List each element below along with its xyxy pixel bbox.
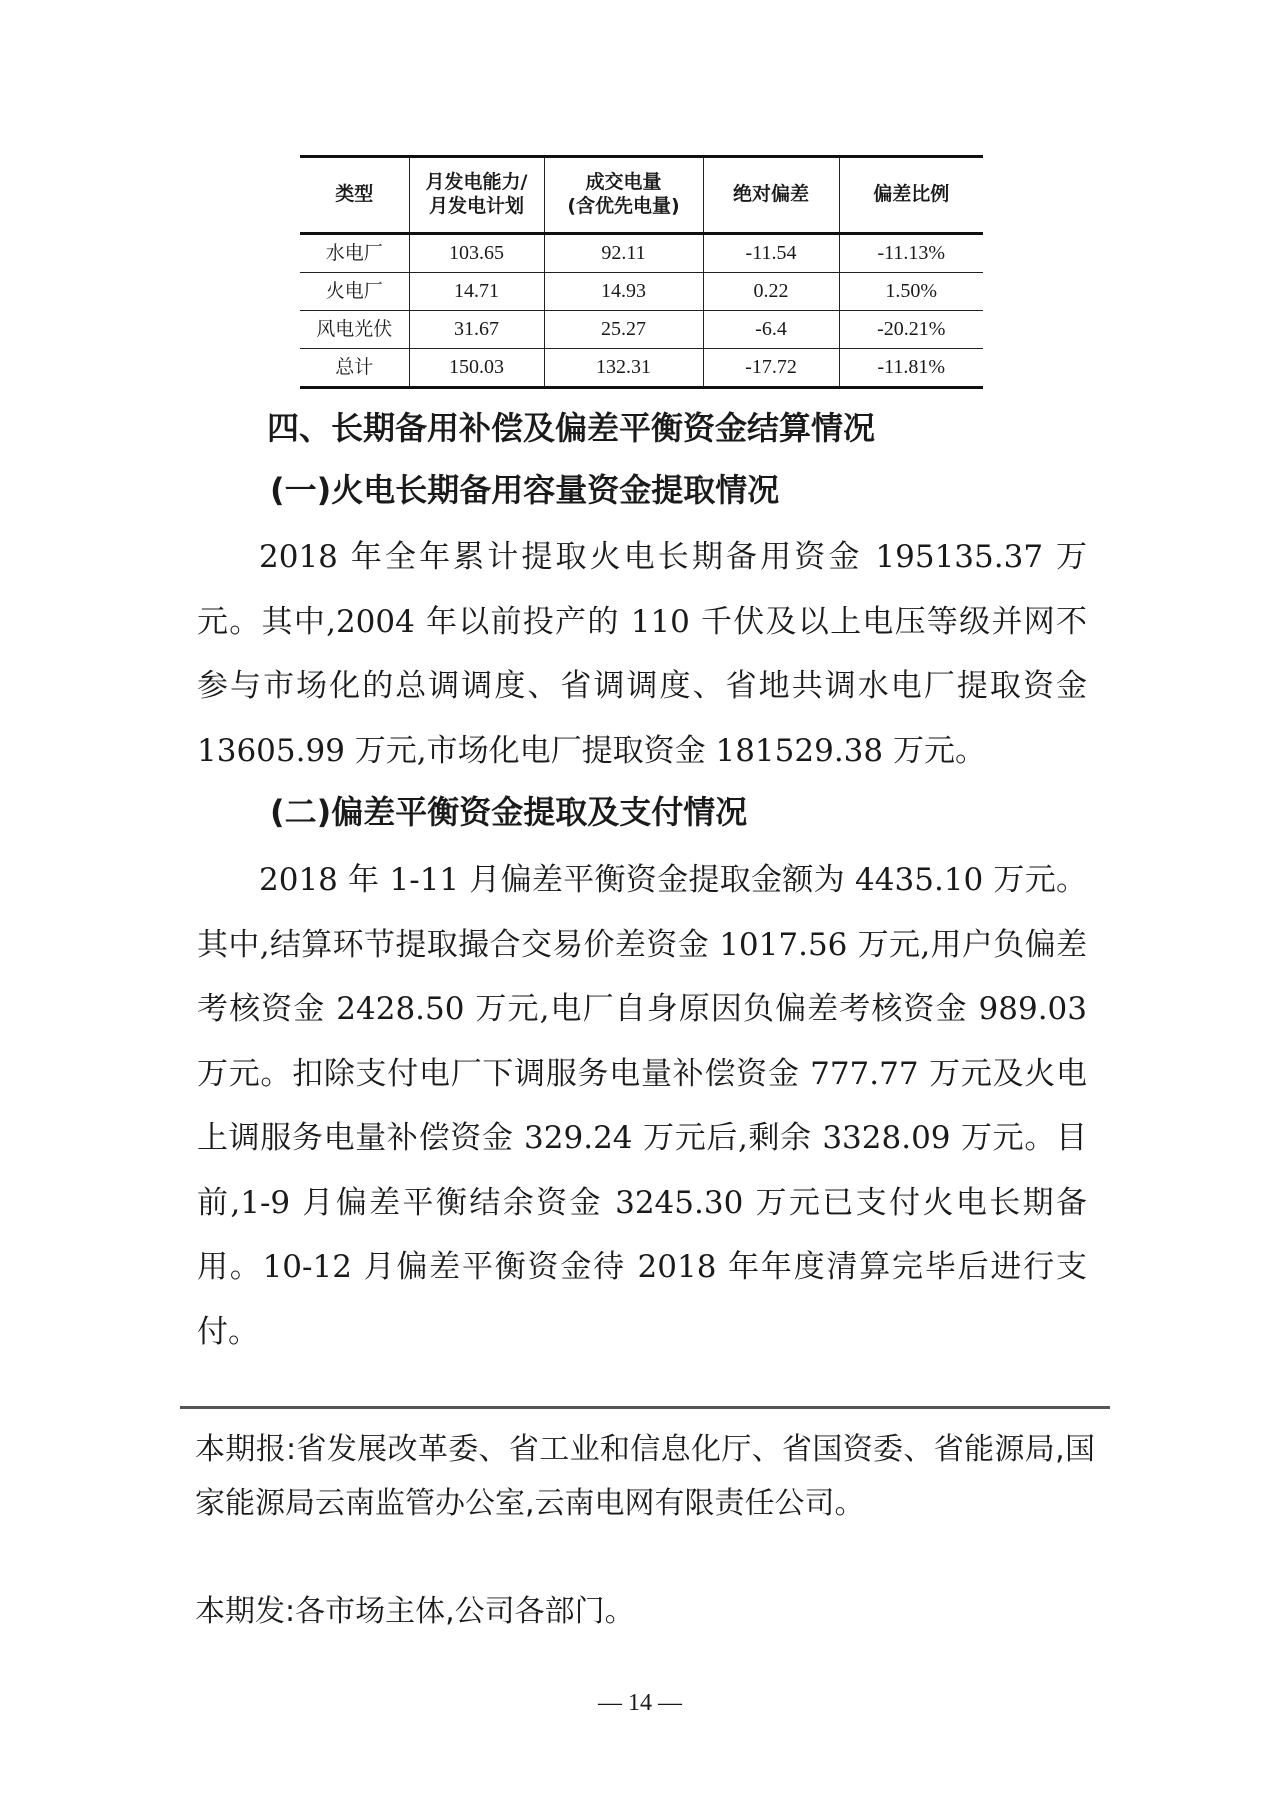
header-abs-deviation: 绝对偏差 [703, 157, 839, 234]
header-deal-line2: (含优先电量) [567, 195, 680, 217]
cell-plan: 14.71 [409, 273, 544, 311]
header-deal [544, 157, 703, 234]
header-deal-line1: 成交电量 [585, 171, 662, 194]
subsection-1-heading: (一)火电长期备用容量资金提取情况 [270, 471, 780, 509]
footer-divider [180, 1406, 1110, 1409]
cell-type: 风电光伏 [300, 311, 409, 349]
header-plan-line2: 月发电计划 [428, 195, 524, 217]
footer-report-to: 本期报:省发展改革委、省工业和信息化厅、省国资委、省能源局,国家能源局云南监管办公室,云南电网有限责任公司。 [195, 1432, 1095, 1521]
subsection-2-paragraph: 2018 年 1-11 月偏差平衡资金提取金额为 4435.10 万元。其中,结算环节提取撮合交易价差资金 1017.56 万元,用户负偏差考核资金 2428.50 万元,电厂自身原因负偏差考核资金 989.03 万元。扣除支付电厂下调服务电量补偿资金 777.77 万元及火电上调服务电量补偿资金 329.24 万元后,剩余 3328.09 万元。目前,1-9 月偏差平衡结余资金 3245.30 万元已支付火电长期备用。10-12 月偏差平衡资金待 2018 年年度清算完毕后进行支付。 [197, 862, 1087, 1350]
cell-abs: 0.22 [703, 273, 839, 311]
header-deviation-ratio: 偏差比例 [839, 157, 983, 234]
cell-plan: 103.65 [409, 234, 544, 273]
table-header-row [300, 157, 983, 234]
cell-ratio: -20.21% [839, 311, 983, 349]
cell-abs: -17.72 [703, 349, 839, 388]
cell-abs: -6.4 [703, 311, 839, 349]
footer-distribute-to: 本期发:各市场主体,公司各部门。 [195, 1594, 635, 1629]
cell-deal: 14.93 [544, 273, 703, 311]
cell-ratio: -11.13% [839, 234, 983, 273]
subsection-1-paragraph: 2018 年全年累计提取火电长期备用资金 195135.37 万元。其中,2004 年以前投产的 110 千伏及以上电压等级并网不参与市场化的总调调度、省调调度、省地共调水电厂提取资金 13605.99 万元,市场化电厂提取资金 181529.38 万元。 [197, 539, 1087, 769]
cell-type: 水电厂 [300, 234, 409, 273]
cell-ratio: -11.81% [839, 349, 983, 388]
table-row [300, 311, 983, 349]
cell-plan: 31.67 [409, 311, 544, 349]
header-plan-line1: 月发电能力/ [425, 171, 528, 194]
cell-type: 火电厂 [300, 273, 409, 311]
cell-ratio: 1.50% [839, 273, 983, 311]
deviation-table [300, 155, 983, 389]
table-row [300, 273, 983, 311]
cell-deal: 92.11 [544, 234, 703, 273]
page-number: — 14 — [598, 1690, 682, 1716]
table-row [300, 234, 983, 273]
table-row [300, 349, 983, 388]
cell-plan: 150.03 [409, 349, 544, 388]
cell-abs: -11.54 [703, 234, 839, 273]
cell-type: 总计 [300, 349, 409, 388]
subsection-2-heading: (二)偏差平衡资金提取及支付情况 [270, 793, 748, 831]
header-type: 类型 [300, 157, 409, 234]
header-plan [409, 157, 544, 234]
cell-deal: 25.27 [544, 311, 703, 349]
cell-deal: 132.31 [544, 349, 703, 388]
section-4-heading: 四、长期备用补偿及偏差平衡资金结算情况 [267, 409, 876, 447]
